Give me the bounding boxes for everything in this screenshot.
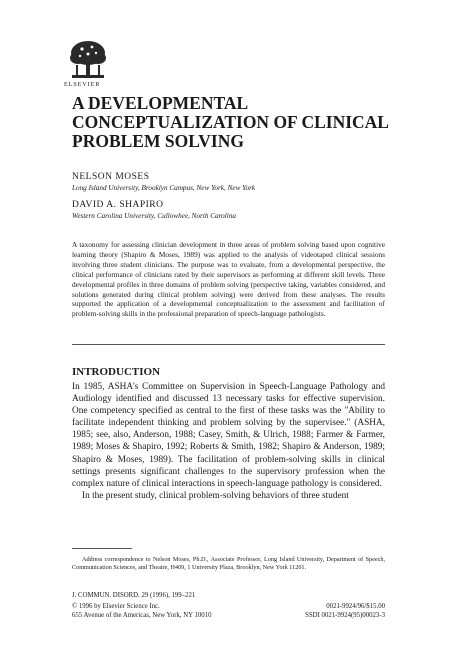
footnote-divider [72,548,132,549]
author-name: DAVID A. SHAPIRO [72,200,164,210]
author-name: NELSON MOSES [72,172,150,182]
body-text [72,381,385,502]
copyright: © 1996 by Elsevier Science Inc. [72,603,160,610]
paragraph: In 1985, ASHA's Committee on Supervision in Speech-Language Pathology and Audiology identified and discussed 13 necessary tasks for effective supervision. One competency specified as central to the first of these tasks was the "Ability to facilitate independent thinking and problem solving by the supervisee." (ASHA, 1985; see, also, Anderson, 1988; Casey, Smith, & Ulrich, 1988; Farmer & Farmer, 1989; Moses & Shapiro, 1992; Roberts & Smith, 1982; Shapiro & Anderson, 1989; Shapiro & Moses, 1989). The facilitation of problem-solving skills in clinical settings presents significant challenges to the supervisory profession when the complex nature of clinical interactions in speech-language pathology is considered. [72,382,385,489]
author-affiliation: Western Carolina University, Cullowhee, North Carolina [72,212,236,220]
publisher-name: ELSEVIER [64,82,101,88]
author-affiliation: Long Island University, Brooklyn Campus, New York, New York [72,184,256,192]
address-row [72,612,385,620]
footnote: Address correspondence to Nelson Moses, Ph.D., Associate Professor, Long Island University, Department of Speech, Communication Sciences, and Theatre, H409, 1 University Plaza, Brooklyn, New York 11201. [72,556,385,572]
journal-citation-row [72,592,385,600]
copyright-row [72,603,385,611]
abstract: A taxonomy for assessing clinician development in three areas of problem solving based upon cognitive learning theory (Shapiro & Moses, 1989) was applied to the analysis of videotaped clinical sessions involving three student clinicians. The purpose was to evaluate, from a developmental perspective, the clinical performance of clinicians rated by their supervisors as performing at different skill levels. Three developmental profiles in three domains of problem solving (perspective taking, variables considered, and solutions generated during clinical problem solving) were derived from these analyses. The results supported the application of a developmental conceptualization to the assessment and facilitation of problem-solving skills in the professional preparation of speech-language pathologists. [72,240,385,319]
section-heading: INTRODUCTION [72,366,161,378]
abstract-divider [72,344,385,345]
journal-citation: J. COMMUN. DISORD. 29 (1996), 199–221 [72,592,196,599]
price-code: 0021-9924/96/$15.00 [326,603,385,610]
article-title: A DEVELOPMENTAL CONCEPTUALIZATION OF CLINICAL PROBLEM SOLVING [72,93,389,151]
ssdi-code: SSDI 0021-9924(95)00023-3 [305,612,385,619]
elsevier-tree-logo-icon [68,38,108,82]
publisher-address: 655 Avenue of the Americas, New York, NY 10010 [72,612,212,619]
paragraph: In the present study, clinical problem-solving behaviors of three student [82,490,349,501]
